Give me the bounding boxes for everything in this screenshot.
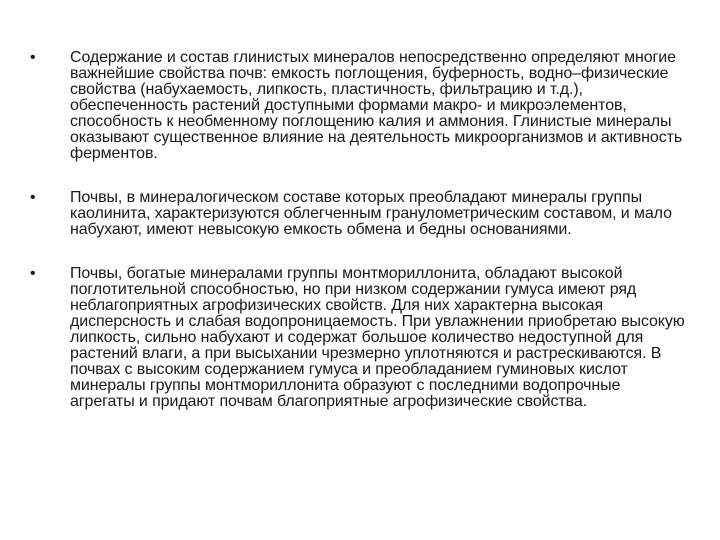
bullet-item-montmorillonite-soils: [28, 266, 688, 410]
bullet-text: Почвы, богатые минералами группы монтмориллонита, обладают высокой поглотительной способностью, но при низком содержании гумуса имеют ряд неблагоприятных агрофизических свойств. Для них характерна высокая дисперсность и слабая водопроницаемость. При увлажнении приобретаю высокую липкость, сильно набухают и содержат большое количество недоступной для растений влаги, а при высыхании чрезмерно уплотняются и растрескиваются. В почвах с высоким содержанием гумуса и преобладанием гуминовых кислот минералы группы монтмориллонита образуют с последними водопрочные агрегаты и придают почвам благоприятные агрофизические свойства.: [70, 265, 685, 410]
bullet-list: [28, 50, 688, 410]
bullet-marker: •: [30, 189, 36, 206]
bullet-text: Содержание и состав глинистых минералов непосредственно определяют многие важнейшие свойства почв: емкость поглощения, буферность, водно–физические свойства (набухаемость, липкость, пластичность, фильтрацию и т.д.), обеспеченность растений доступными формами макро- и микроэлементов, способность к необменному поглощению калия и аммония. Глинистые минералы оказывают существенное влияние на деятельность микроорганизмов и активность ферментов.: [70, 49, 683, 162]
bullet-marker: •: [30, 265, 36, 282]
bullet-item-clay-minerals: [28, 50, 688, 162]
bullet-item-kaolinite-soils: [28, 190, 688, 238]
bullet-marker: •: [30, 49, 36, 66]
bullet-text: Почвы, в минералогическом составе которых преобладают минералы группы каолинита, характеризуются облегченным гранулометрическим составом, и мало набухают, имеют невысокую емкость обмена и бедны основаниями.: [70, 189, 672, 238]
